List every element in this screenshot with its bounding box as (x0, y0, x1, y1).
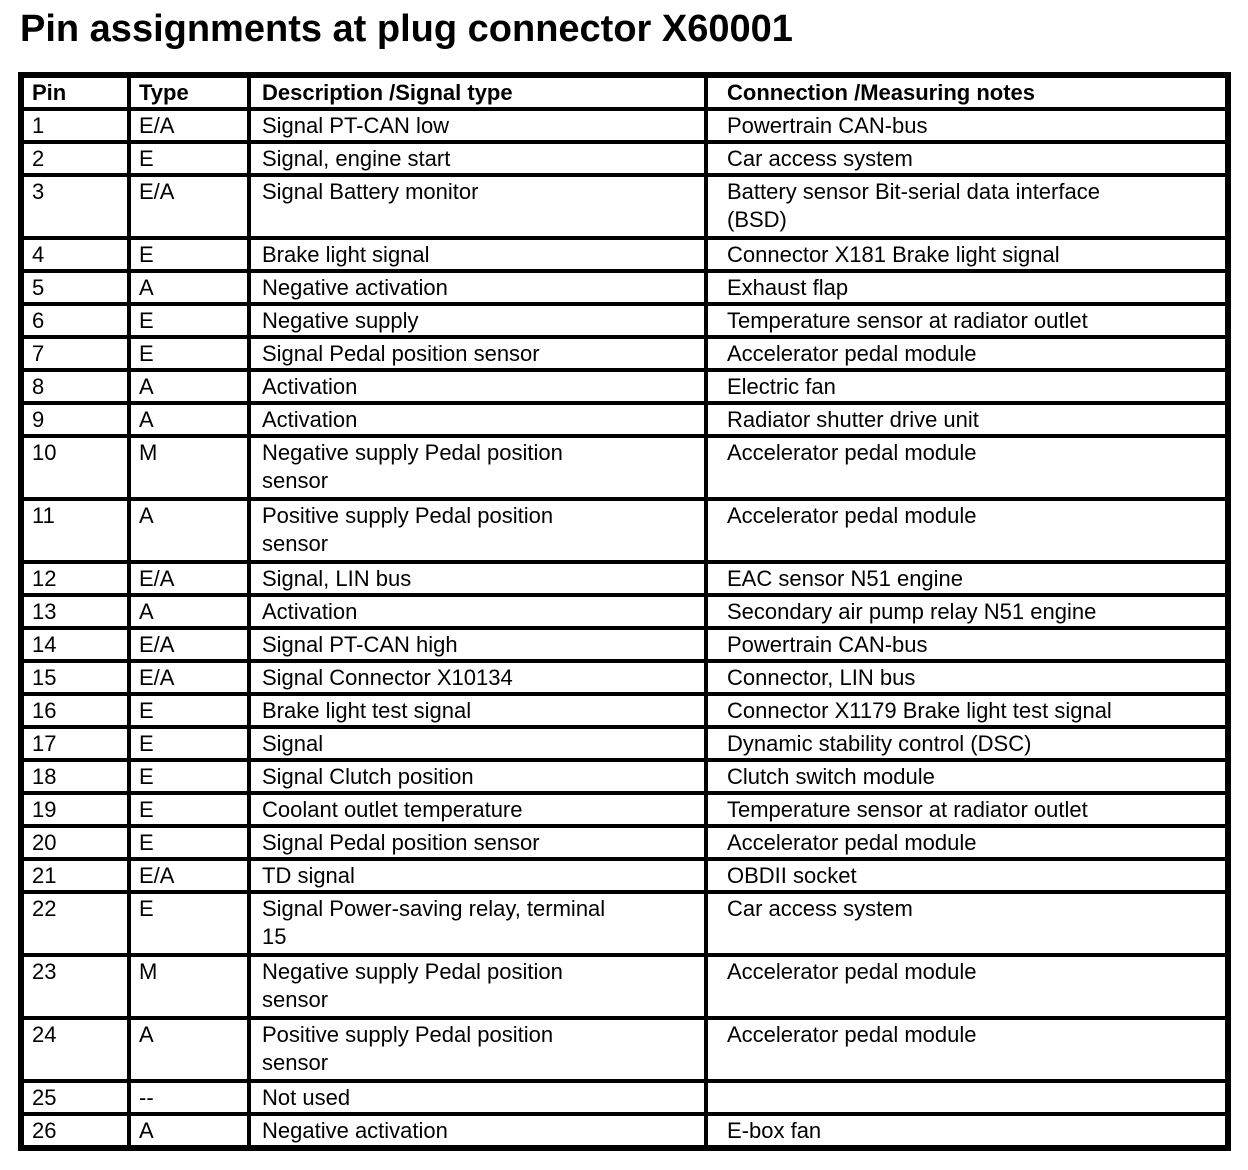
connection-cell: Clutch switch module (706, 760, 1228, 793)
table-row (21, 304, 1228, 337)
connection-cell: Accelerator pedal module (706, 337, 1228, 370)
connection-cell: Accelerator pedal module (706, 955, 1228, 1018)
description-cell: Signal PT-CAN low (249, 109, 706, 142)
description-cell: Signal (249, 727, 706, 760)
table-row (21, 727, 1228, 760)
connection-cell: EAC sensor N51 engine (706, 562, 1228, 595)
pin-cell: 1 (21, 109, 129, 142)
description-cell: Signal Battery monitor (249, 175, 706, 238)
table-row (21, 661, 1228, 694)
column-header-description: Description /Signal type (249, 75, 706, 109)
type-cell: -- (129, 1081, 249, 1114)
connection-cell: Radiator shutter drive unit (706, 403, 1228, 436)
description-cell: Signal Clutch position (249, 760, 706, 793)
type-cell: E (129, 727, 249, 760)
table-row (21, 337, 1228, 370)
pin-cell: 10 (21, 436, 129, 499)
table-row (21, 595, 1228, 628)
type-cell: E/A (129, 562, 249, 595)
column-header-pin: Pin (21, 75, 129, 109)
pin-cell: 7 (21, 337, 129, 370)
connection-cell: Car access system (706, 142, 1228, 175)
type-cell: E/A (129, 661, 249, 694)
description-cell: Activation (249, 595, 706, 628)
page-title: Pin assignments at plug connector X60001 (20, 8, 793, 50)
description-cell: Positive supply Pedal position sensor (249, 499, 706, 562)
description-cell: Signal Pedal position sensor (249, 826, 706, 859)
type-cell: E (129, 892, 249, 955)
table-row (21, 403, 1228, 436)
type-cell: E/A (129, 109, 249, 142)
connection-cell: OBDII socket (706, 859, 1228, 892)
column-header-type: Type (129, 75, 249, 109)
description-cell: Signal Connector X10134 (249, 661, 706, 694)
pin-cell: 8 (21, 370, 129, 403)
connection-cell: Exhaust flap (706, 271, 1228, 304)
table-body (21, 109, 1228, 1148)
pin-cell: 18 (21, 760, 129, 793)
type-cell: A (129, 499, 249, 562)
type-cell: E (129, 793, 249, 826)
description-cell: Negative supply Pedal position sensor (249, 436, 706, 499)
type-cell: E (129, 304, 249, 337)
description-cell: Signal Pedal position sensor (249, 337, 706, 370)
description-cell: Brake light test signal (249, 694, 706, 727)
pin-cell: 17 (21, 727, 129, 760)
table-row (21, 694, 1228, 727)
description-cell: Signal PT-CAN high (249, 628, 706, 661)
description-cell: Positive supply Pedal position sensor (249, 1018, 706, 1081)
type-cell: E/A (129, 859, 249, 892)
table-row (21, 370, 1228, 403)
type-cell: A (129, 1114, 249, 1148)
pin-cell: 21 (21, 859, 129, 892)
connection-cell: Accelerator pedal module (706, 436, 1228, 499)
table-row (21, 628, 1228, 661)
description-cell: Not used (249, 1081, 706, 1114)
table-row (21, 955, 1228, 1018)
description-cell: Negative activation (249, 1114, 706, 1148)
pin-cell: 5 (21, 271, 129, 304)
type-cell: E (129, 337, 249, 370)
pin-assignments-table (18, 72, 1231, 1151)
type-cell: E (129, 238, 249, 271)
column-header-connection: Connection /Measuring notes (706, 75, 1228, 109)
connection-cell: Battery sensor Bit-serial data interface (BSD) (706, 175, 1228, 238)
pin-cell: 19 (21, 793, 129, 826)
description-cell: Negative activation (249, 271, 706, 304)
pin-cell: 25 (21, 1081, 129, 1114)
table-row (21, 436, 1228, 499)
header-row (21, 75, 1228, 109)
connection-cell (706, 1081, 1228, 1114)
type-cell: E (129, 826, 249, 859)
table-row (21, 271, 1228, 304)
type-cell: M (129, 436, 249, 499)
type-cell: E (129, 142, 249, 175)
table-row (21, 499, 1228, 562)
pin-cell: 14 (21, 628, 129, 661)
type-cell: A (129, 370, 249, 403)
connection-cell: Connector X1179 Brake light test signal (706, 694, 1228, 727)
type-cell: E (129, 694, 249, 727)
description-cell: Brake light signal (249, 238, 706, 271)
type-cell: A (129, 271, 249, 304)
type-cell: E (129, 760, 249, 793)
pin-cell: 20 (21, 826, 129, 859)
pin-cell: 16 (21, 694, 129, 727)
pin-cell: 26 (21, 1114, 129, 1148)
description-cell: Activation (249, 403, 706, 436)
pin-cell: 12 (21, 562, 129, 595)
connection-cell: Electric fan (706, 370, 1228, 403)
description-cell: Coolant outlet temperature (249, 793, 706, 826)
type-cell: A (129, 403, 249, 436)
table-row (21, 562, 1228, 595)
pin-cell: 15 (21, 661, 129, 694)
connection-cell: Accelerator pedal module (706, 499, 1228, 562)
connection-cell: Dynamic stability control (DSC) (706, 727, 1228, 760)
pin-cell: 3 (21, 175, 129, 238)
type-cell: E/A (129, 628, 249, 661)
connection-cell: Temperature sensor at radiator outlet (706, 793, 1228, 826)
pin-cell: 2 (21, 142, 129, 175)
table-row (21, 1018, 1228, 1081)
table-row (21, 859, 1228, 892)
connection-cell: Connector X181 Brake light signal (706, 238, 1228, 271)
description-cell: Negative supply Pedal position sensor (249, 955, 706, 1018)
description-cell: Signal Power-saving relay, terminal 15 (249, 892, 706, 955)
connection-cell: Temperature sensor at radiator outlet (706, 304, 1228, 337)
description-cell: Signal, engine start (249, 142, 706, 175)
type-cell: E/A (129, 175, 249, 238)
connection-cell: Accelerator pedal module (706, 1018, 1228, 1081)
pin-cell: 13 (21, 595, 129, 628)
table-row (21, 175, 1228, 238)
table-row (21, 1114, 1228, 1148)
pin-cell: 11 (21, 499, 129, 562)
pin-cell: 24 (21, 1018, 129, 1081)
table-row (21, 142, 1228, 175)
type-cell: M (129, 955, 249, 1018)
description-cell: Activation (249, 370, 706, 403)
table-row (21, 238, 1228, 271)
description-cell: Negative supply (249, 304, 706, 337)
table-row (21, 892, 1228, 955)
connection-cell: Powertrain CAN-bus (706, 109, 1228, 142)
table-row (21, 826, 1228, 859)
connection-cell: Secondary air pump relay N51 engine (706, 595, 1228, 628)
description-cell: Signal, LIN bus (249, 562, 706, 595)
table-row (21, 1081, 1228, 1114)
type-cell: A (129, 595, 249, 628)
pin-cell: 22 (21, 892, 129, 955)
pin-cell: 23 (21, 955, 129, 1018)
table-row (21, 793, 1228, 826)
pin-cell: 9 (21, 403, 129, 436)
connection-cell: E-box fan (706, 1114, 1228, 1148)
connection-cell: Accelerator pedal module (706, 826, 1228, 859)
type-cell: A (129, 1018, 249, 1081)
description-cell: TD signal (249, 859, 706, 892)
pin-cell: 6 (21, 304, 129, 337)
connection-cell: Car access system (706, 892, 1228, 955)
connection-cell: Powertrain CAN-bus (706, 628, 1228, 661)
pin-cell: 4 (21, 238, 129, 271)
connection-cell: Connector, LIN bus (706, 661, 1228, 694)
table-row (21, 109, 1228, 142)
table-row (21, 760, 1228, 793)
